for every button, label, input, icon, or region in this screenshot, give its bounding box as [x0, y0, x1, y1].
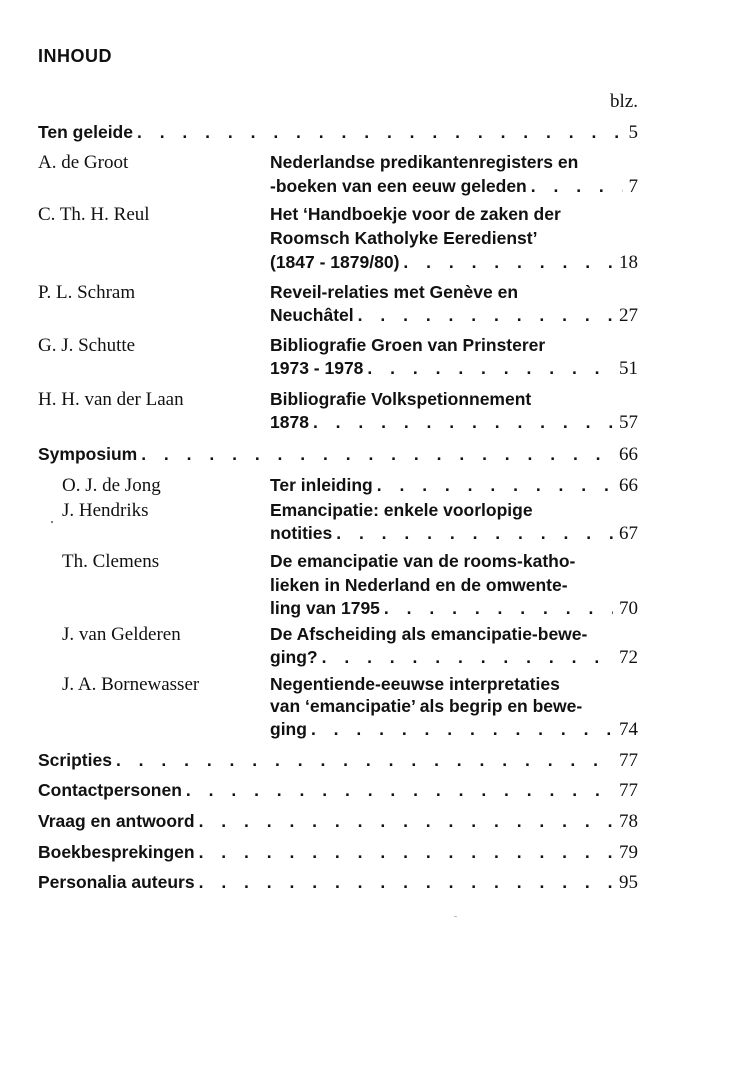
entry-title-line: 1878: [270, 412, 309, 432]
entry-title-line: Nederlandse predikantenregisters en: [270, 152, 579, 172]
toc-entry-contactpersonen[interactable]: [38, 780, 638, 802]
entry-title: Boekbesprekingen: [38, 842, 195, 862]
toc-entry-line-last[interactable]: [270, 719, 638, 741]
toc-entry-line-last[interactable]: [270, 598, 638, 620]
entry-page: 51: [619, 358, 638, 379]
entry-page: 66: [619, 444, 638, 465]
entry-title-line: -boeken van een eeuw geleden: [270, 176, 527, 196]
entry-title-line: Neuchâtel: [270, 305, 354, 325]
entry-page: 66: [619, 475, 638, 496]
entry-page: 77: [619, 780, 638, 801]
entry-page: 95: [619, 872, 638, 893]
entry-author: C. Th. H. Reul: [38, 204, 150, 225]
entry-author: A. de Groot: [38, 152, 129, 173]
entry-title-line: (1847 - 1879/80): [270, 252, 400, 272]
toc-entry-symposium[interactable]: [38, 444, 638, 466]
entry-title-line: notities: [270, 523, 333, 543]
entry-title-line: Reveil-relaties met Genève en: [270, 282, 519, 302]
entry-title-line: Het ‘Handboekje voor de zaken der: [270, 204, 561, 224]
entry-title: Ten geleide: [38, 122, 133, 142]
entry-title-line: Bibliografie Groen van Prinsterer: [270, 335, 546, 355]
print-speck: [454, 916, 457, 917]
entry-title: Scripties: [38, 750, 112, 770]
toc-entry-boekbesprekingen[interactable]: [38, 842, 638, 864]
entry-page: 79: [619, 842, 638, 863]
toc-entry-line-last[interactable]: [270, 647, 638, 669]
toc-entry-line-last[interactable]: [270, 252, 638, 274]
entry-title-line: De emancipatie van de rooms-katho-: [270, 551, 576, 571]
entry-author: H. H. van der Laan: [38, 389, 184, 410]
entry-author: P. L. Schram: [38, 282, 136, 303]
entry-page: 74: [619, 719, 638, 740]
entry-title-line: ging?: [270, 647, 318, 667]
entry-title: Vraag en antwoord: [38, 811, 195, 831]
entry-author: G. J. Schutte: [38, 335, 136, 356]
toc-entry-personalia-auteurs[interactable]: [38, 872, 638, 894]
toc-entry-line-last[interactable]: [270, 358, 638, 380]
entry-title-line: Negentiende-eeuwse interpretaties: [270, 674, 560, 694]
entry-author: J. van Gelderen: [62, 624, 181, 645]
toc-entry-ten-geleide[interactable]: [38, 122, 638, 144]
entry-page: 27: [619, 305, 638, 326]
page-column-label: blz.: [610, 91, 638, 112]
entry-page: 78: [619, 811, 638, 832]
toc-entry-scripties[interactable]: [38, 750, 638, 772]
entry-page: 5: [628, 122, 638, 143]
entry-title-line: 1973 - 1978: [270, 358, 364, 378]
entry-title-line: van ‘emancipatie’ als begrip en bewe-: [270, 696, 583, 716]
entry-page: 70: [619, 598, 638, 619]
entry-page: 18: [619, 252, 638, 273]
entry-author: J. A. Bornewasser: [62, 674, 200, 695]
toc-entry-line-last[interactable]: [270, 412, 638, 434]
entry-page: 77: [619, 750, 638, 771]
entry-title: Symposium: [38, 444, 138, 464]
entry-title-line: Roomsch Katholyke Eeredienst’: [270, 228, 538, 248]
entry-page: 67: [619, 523, 638, 544]
entry-author: J. Hendriks: [62, 500, 149, 521]
entry-title-line: De Afscheiding als emancipatie-bewe-: [270, 624, 588, 644]
entry-title-line: Bibliografie Volkspetionnement: [270, 389, 532, 409]
entry-author: O. J. de Jong: [62, 475, 161, 496]
entry-title: Contactpersonen: [38, 780, 182, 800]
page-title: INHOUD: [38, 46, 112, 66]
entry-author: Th. Clemens: [62, 551, 160, 572]
entry-title: Personalia auteurs: [38, 872, 195, 892]
entry-title-line: lieken in Nederland en de omwente-: [270, 575, 568, 595]
entry-title-line: ling van 1795: [270, 598, 380, 618]
toc-entry-line-last[interactable]: [270, 176, 638, 198]
entry-page: 57: [619, 412, 638, 433]
entry-page: 7: [628, 176, 638, 197]
entry-page: 72: [619, 647, 638, 668]
print-speck: [51, 521, 53, 523]
toc-entry-vraag-en-antwoord[interactable]: [38, 811, 638, 833]
entry-title-line: Ter inleiding: [270, 475, 373, 495]
toc-entry-line-last[interactable]: [270, 475, 638, 497]
entry-title-line: Emancipatie: enkele voorlopige: [270, 500, 533, 520]
toc-entry-line-last[interactable]: [270, 523, 638, 545]
toc-entry-line-last[interactable]: [270, 305, 638, 327]
entry-title-line: ging: [270, 719, 307, 739]
